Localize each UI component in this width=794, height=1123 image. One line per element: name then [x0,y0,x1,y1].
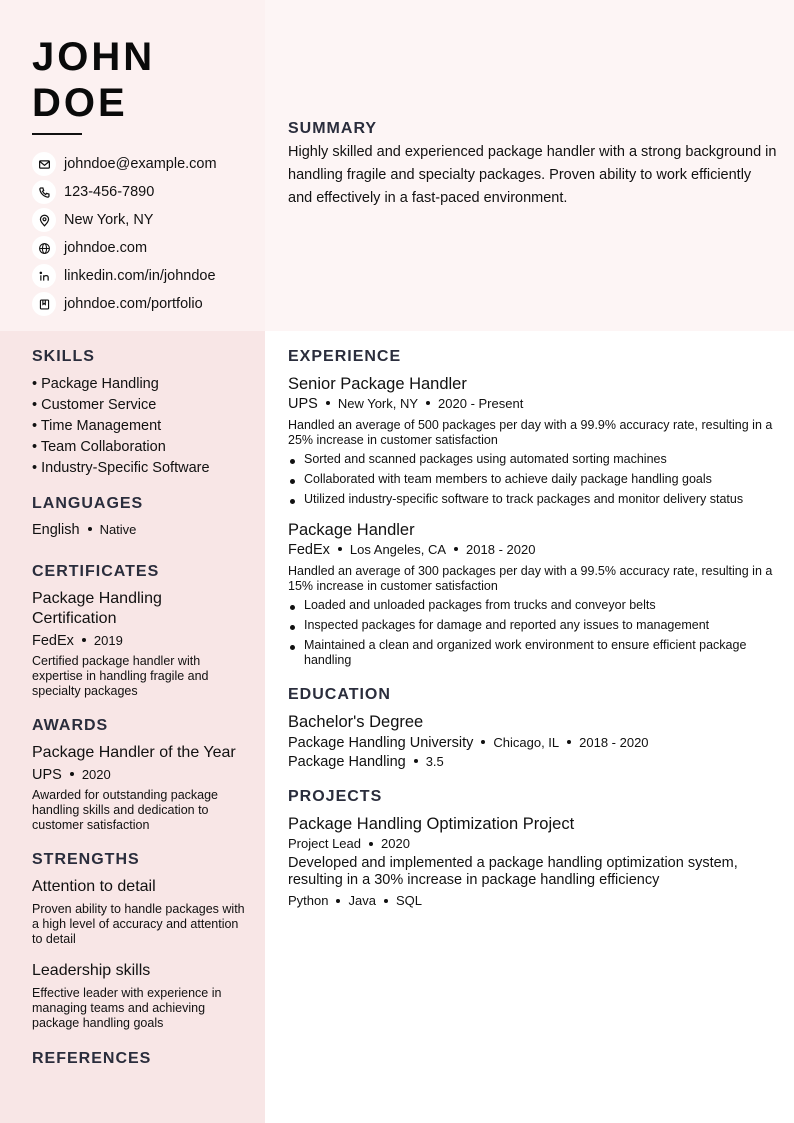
education-school: Package Handling University [288,735,474,751]
education-dates: 2018 - 2020 [579,735,649,750]
strength-description: Effective leader with experience in managing teams and achieving package handling goals [32,986,222,1030]
project-year: 2020 [381,836,410,851]
awards-section [32,717,247,833]
strength-description: Proven ability to handle packages with a high level of accuracy and attention to detail [32,902,245,946]
location-pin-icon [32,208,56,232]
contact-phone[interactable] [32,178,217,206]
separator-dot [454,547,458,551]
project-description: Developed and implemented a package handling optimization system, resulting in a 30% increase in package handling efficiency [288,855,738,888]
job-bullet: Collaborated with team members to achieve daily package handling goals [288,472,778,487]
main-content [288,348,778,908]
strength-name: Leadership skills [32,962,151,979]
job-bullet: Inspected packages for damage and reported any issues to management [288,618,778,633]
project-tech [288,893,778,908]
job-dates: 2020 - Present [438,396,524,411]
languages-section [32,495,247,538]
separator-dot [414,759,418,763]
contact-email[interactable] [32,150,217,178]
skill-item: • Team Collaboration [32,439,166,455]
experience-section [288,348,778,668]
job-bullet: Sorted and scanned packages using automated sorting machines [288,452,778,467]
contact-portfolio[interactable] [32,290,217,318]
job-dates: 2018 - 2020 [466,542,536,557]
separator-dot [384,899,388,903]
job-entry [288,520,778,668]
contact-email-text: johndoe@example.com [64,156,217,172]
skill-item: • Industry-Specific Software [32,460,210,476]
strengths-title: STRENGTHS [32,851,140,868]
education-field: Package Handling [288,754,406,770]
summary-text: Highly skilled and experienced package handler with a strong background in handling fragile and specialty packages. Proven ability to work efficiently and effectively in a fast-paced environment. [288,144,777,206]
education-location: Chicago, IL [493,735,560,750]
separator-dot [326,401,330,405]
linkedin-icon [32,264,56,288]
skills-list [32,374,247,479]
education-section [288,686,778,770]
separator-dot [481,740,485,744]
skill-item: • Customer Service [32,397,157,413]
first-name: JOHN [32,35,156,79]
contact-website-text: johndoe.com [64,240,148,256]
awards-title: AWARDS [32,717,109,734]
job-description: Handled an average of 500 packages per day with a 99.9% accuracy rate, resulting in a 25% increase in customer satisfaction [288,418,773,447]
job-company: FedEx [288,542,330,558]
award-issuer: UPS [32,767,62,783]
job-location: Los Angeles, CA [349,542,447,557]
summary-title: SUMMARY [288,120,378,137]
certificate-description: Certified package handler with expertise in handling fragile and specialty packages [32,654,209,698]
phone-icon [32,180,56,204]
skill-item: • Time Management [32,418,162,434]
job-entry [288,374,778,507]
projects-section [288,788,778,908]
separator-dot [426,401,430,405]
references-section [32,1050,247,1068]
separator-dot [369,842,373,846]
separator-dot [336,899,340,903]
separator-dot [70,772,74,776]
skill-item: • Package Handling [32,376,159,392]
certificates-section [32,563,247,699]
contact-linkedin-text: linkedin.com/in/johndoe [64,268,216,284]
job-bullets [288,452,778,507]
separator-dot [82,638,86,642]
contact-list [32,150,217,318]
job-company: UPS [288,396,318,412]
project-tech-item: Java [348,893,376,908]
skills-title: SKILLS [32,348,95,365]
summary-section [288,120,778,210]
job-location: New York, NY [337,396,419,411]
certificate-issuer: FedEx [32,633,74,649]
award-year: 2020 [81,767,111,782]
project-meta [288,836,778,851]
project-tech-item: SQL [395,893,422,908]
job-bullet: Maintained a clean and organized work environment to ensure efficient package handling [288,638,778,668]
separator-dot [88,527,92,531]
projects-title: PROJECTS [288,788,383,805]
language-item [32,522,247,538]
language-level: Native [99,522,137,537]
education-school-line [288,735,778,751]
separator-dot [567,740,571,744]
education-title: EDUCATION [288,686,391,703]
contact-location-text: New York, NY [64,212,154,228]
skills-section [32,348,247,479]
contact-phone-text: 123-456-7890 [64,184,155,200]
globe-icon [32,236,56,260]
contact-portfolio-text: johndoe.com/portfolio [64,296,203,312]
job-bullet: Utilized industry-specific software to track packages and monitor delivery status [288,492,778,507]
mail-icon [32,152,56,176]
strength-name: Attention to detail [32,878,156,895]
project-name: Package Handling Optimization Project [288,815,575,833]
job-title: Senior Package Handler [288,375,467,393]
separator-dot [338,547,342,551]
job-description: Handled an average of 300 packages per day with a 99.5% accuracy rate, resulting in a 15% increase in customer satisfaction [288,564,773,593]
languages-title: LANGUAGES [32,495,144,512]
job-meta [288,542,778,558]
name-divider [32,133,82,135]
contact-location [32,206,217,234]
strengths-section [32,851,247,1031]
bookmark-icon [32,292,56,316]
award-description: Awarded for outstanding package handling skills and dedication to customer satisfaction [32,788,219,832]
education-degree: Bachelor's Degree [288,713,424,731]
award-name: Package Handler of the Year [32,744,236,761]
experience-title: EXPERIENCE [288,348,402,365]
job-bullet: Loaded and unloaded packages from trucks and conveyor belts [288,598,778,613]
certificate-name: Package Handling Certification [32,590,162,627]
job-bullets [288,598,778,668]
candidate-name [32,34,155,126]
references-title: REFERENCES [32,1050,152,1067]
certificate-meta [32,633,247,649]
certificate-year: 2019 [93,633,123,648]
contact-website[interactable] [32,234,217,262]
project-tech-item: Python [288,893,329,908]
project-role: Project Lead [288,836,361,851]
job-title: Package Handler [288,521,415,539]
certificates-title: CERTIFICATES [32,563,160,580]
contact-linkedin[interactable] [32,262,217,290]
award-meta [32,767,247,783]
language-name: English [32,522,80,538]
education-field-line [288,754,778,770]
sidebar-content [32,348,247,1068]
last-name: DOE [32,81,128,125]
education-gpa: 3.5 [425,754,444,769]
job-meta [288,396,778,412]
